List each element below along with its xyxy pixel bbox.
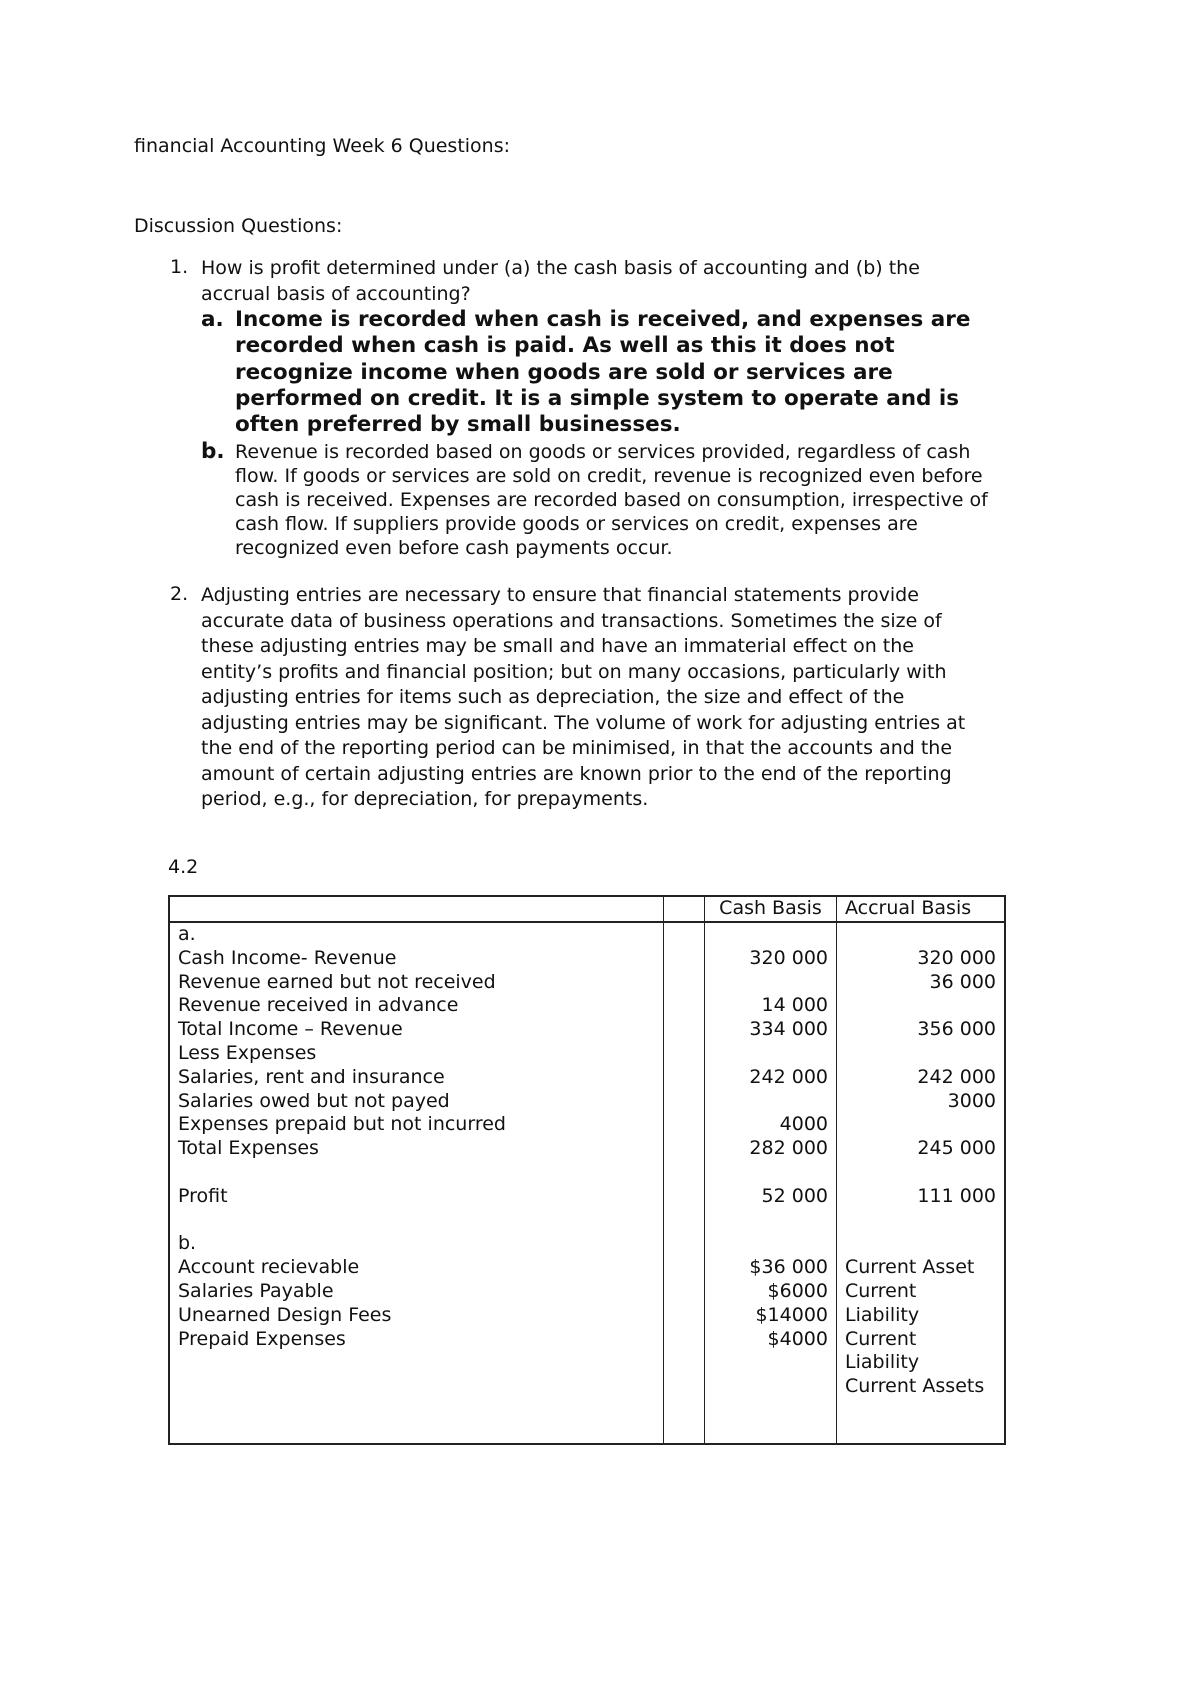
spacer-cell (664, 971, 705, 995)
table-row (169, 994, 1005, 1018)
row-label (169, 1209, 664, 1233)
cash-basis-value (705, 971, 837, 995)
row-label: Proﬁt (169, 1185, 664, 1209)
question-text: How is proﬁt determined under (a) the cash basis of accounting and (b) the accrual basis of accounting? (201, 257, 920, 305)
table-row (169, 1328, 1005, 1352)
cash-basis-value: $4000 (705, 1328, 837, 1352)
spacer-cell (664, 1328, 705, 1352)
spacer-cell (664, 1232, 705, 1256)
table-row (169, 1232, 1005, 1256)
row-label: a. (169, 922, 664, 947)
accrual-basis-value (837, 922, 1006, 947)
row-label: Revenue earned but not received (169, 971, 664, 995)
cash-basis-value (705, 1161, 837, 1185)
table-row (169, 1304, 1005, 1328)
cash-basis-value: 320 000 (705, 947, 837, 971)
table-row (169, 1351, 1005, 1375)
answer-text: Income is recorded when cash is received, and expenses are recorded when cash is paid. As well as this it does not recognize income when goods are sold or services are performed on credit. It is a simple system to operate and is often preferred by small businesses. (235, 307, 971, 438)
cash-basis-value (705, 1209, 837, 1233)
exercise-number: 4.2 (168, 856, 199, 878)
row-label: Prepaid Expenses (169, 1328, 664, 1352)
spacer-cell (664, 1113, 705, 1137)
table-row (169, 1066, 1005, 1090)
spacer-cell (664, 1304, 705, 1328)
cash-basis-value (705, 1090, 837, 1114)
spacer-cell (664, 1185, 705, 1209)
spacer-cell (664, 1209, 705, 1233)
table-row (169, 971, 1005, 995)
spacer-cell (664, 1375, 705, 1399)
spacer-cell (664, 922, 705, 947)
accrual-basis-value: Liability (837, 1351, 1006, 1375)
header-accrual-basis: Accrual Basis (837, 896, 1006, 922)
accrual-basis-value: 242 000 (837, 1066, 1006, 1090)
accrual-basis-value: 36 000 (837, 971, 1006, 995)
table-row (169, 1137, 1005, 1161)
table-row (169, 1113, 1005, 1137)
accrual-basis-value (837, 1042, 1006, 1066)
header-cell (169, 896, 664, 922)
table-row (169, 1042, 1005, 1066)
accrual-basis-value (837, 1161, 1006, 1185)
cash-basis-value: 334 000 (705, 1018, 837, 1042)
row-label: Revenue received in advance (169, 994, 664, 1018)
row-label: Unearned Design Fees (169, 1304, 664, 1328)
accrual-basis-value (837, 1232, 1006, 1256)
accrual-basis-value: 3000 (837, 1090, 1006, 1114)
accrual-basis-value: 356 000 (837, 1018, 1006, 1042)
spacer-cell (837, 1399, 1006, 1444)
accrual-basis-value: Current (837, 1280, 1006, 1304)
row-label: Salaries Payable (169, 1280, 664, 1304)
spacer-cell (169, 1399, 664, 1444)
table-row (169, 1161, 1005, 1185)
table-row (169, 1375, 1005, 1399)
accrual-basis-value: Liability (837, 1304, 1006, 1328)
row-label: Account recievable (169, 1256, 664, 1280)
spacer-cell (664, 1042, 705, 1066)
row-label (169, 1161, 664, 1185)
row-label: Total Income – Revenue (169, 1018, 664, 1042)
row-label (169, 1351, 664, 1375)
row-label: b. (169, 1232, 664, 1256)
row-label: Expenses prepaid but not incurred (169, 1113, 664, 1137)
accrual-basis-value: Current Asset (837, 1256, 1006, 1280)
cash-vs-accrual-table (168, 895, 1006, 1445)
cash-basis-value (705, 922, 837, 947)
header-cell (664, 896, 705, 922)
accrual-basis-value: 111 000 (837, 1185, 1006, 1209)
accrual-basis-value: Current (837, 1328, 1006, 1352)
accrual-basis-value (837, 994, 1006, 1018)
cash-basis-value: $14000 (705, 1304, 837, 1328)
row-label (169, 1375, 664, 1399)
cash-basis-value: 242 000 (705, 1066, 837, 1090)
spacer-cell (664, 1161, 705, 1185)
accrual-basis-value (837, 1209, 1006, 1233)
row-label: Total Expenses (169, 1137, 664, 1161)
spacer-cell (664, 994, 705, 1018)
section-heading: Discussion Questions: (134, 215, 343, 237)
row-label: Salaries owed but not payed (169, 1090, 664, 1114)
spacer-cell (705, 1399, 837, 1444)
cash-basis-value: 282 000 (705, 1137, 837, 1161)
document-title: ﬁnancial Accounting Week 6 Questions: (134, 135, 511, 157)
spacer-cell (664, 947, 705, 971)
accrual-basis-value: 320 000 (837, 947, 1006, 971)
cash-basis-value: 4000 (705, 1113, 837, 1137)
header-cash-basis: Cash Basis (705, 896, 837, 922)
answer-label: a. (201, 307, 224, 332)
row-label: Less Expenses (169, 1042, 664, 1066)
spacer-cell (664, 1256, 705, 1280)
spacer-cell (664, 1399, 705, 1444)
spacer-cell (664, 1090, 705, 1114)
table-row (169, 1018, 1005, 1042)
accrual-basis-value: 245 000 (837, 1137, 1006, 1161)
table-row (169, 1280, 1005, 1304)
question-text: Adjusting entries are necessary to ensure that ﬁnancial statements provide accurate data of business operations and transactions. Sometimes the size of these adjusting entries may be small and have an immaterial effect on the entity’s proﬁts and ﬁnancial position; but on many occasions, particularly with adjusting entries for items such as depreciation, the size and effect of the adjusting entries may be signiﬁcant. The volume of work for adjusting entries at the end of the reporting period can be minimised, in that the accounts and the amount of certain adjusting entries are known prior to the end of the reporting period, e.g., for depreciation, for prepayments. (201, 584, 966, 810)
cash-basis-value (705, 1232, 837, 1256)
spacer-cell (664, 1066, 705, 1090)
question-number: 1. (170, 256, 189, 278)
question-number: 2. (170, 583, 189, 605)
table-row (169, 922, 1005, 947)
cash-basis-value: $36 000 (705, 1256, 837, 1280)
cash-basis-value (705, 1351, 837, 1375)
cash-basis-value (705, 1375, 837, 1399)
spacer-cell (664, 1351, 705, 1375)
cash-basis-value: 52 000 (705, 1185, 837, 1209)
table-row (169, 1090, 1005, 1114)
spacer-cell (664, 1018, 705, 1042)
answer-text: Revenue is recorded based on goods or services provided, regardless of cash flow. If goods or services are sold on credit, revenue is recognized even before cash is received. Expenses are recorded based on consumption, irrespective of cash flow. If suppliers provide goods or services on credit, expenses are recognized even before cash payments occur. (235, 441, 988, 559)
cash-basis-value (705, 1042, 837, 1066)
cash-basis-value: 14 000 (705, 994, 837, 1018)
table-header-row (169, 896, 1005, 922)
table-row (169, 1256, 1005, 1280)
answer-label: b. (201, 439, 225, 464)
table-padding-row (169, 1399, 1005, 1444)
row-label: Cash Income- Revenue (169, 947, 664, 971)
table-row (169, 1209, 1005, 1233)
spacer-cell (664, 1280, 705, 1304)
cash-basis-value: $6000 (705, 1280, 837, 1304)
spacer-cell (664, 1137, 705, 1161)
table-row (169, 947, 1005, 971)
accrual-basis-value: Current Assets (837, 1375, 1006, 1399)
row-label: Salaries, rent and insurance (169, 1066, 664, 1090)
table-row (169, 1185, 1005, 1209)
accrual-basis-value (837, 1113, 1006, 1137)
